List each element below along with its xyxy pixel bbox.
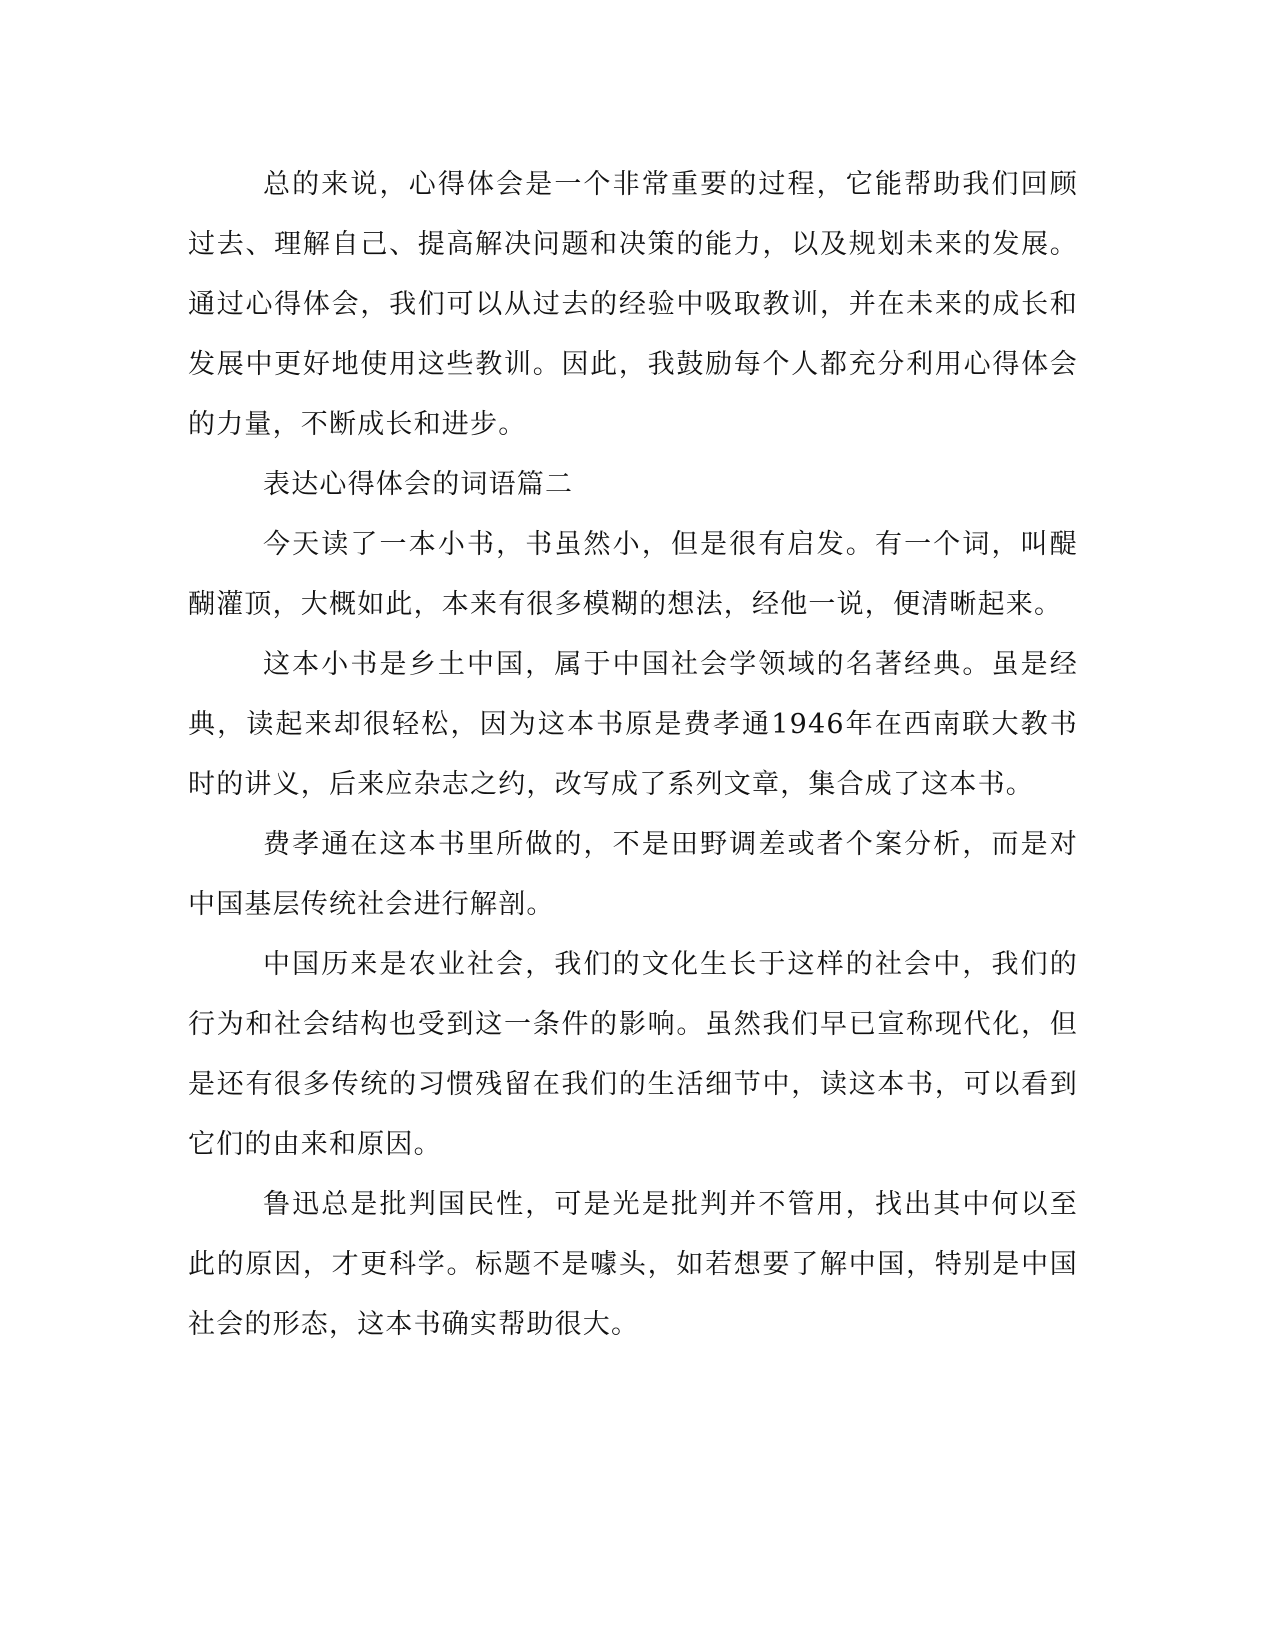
- paragraph-society: 中国历来是农业社会，我们的文化生长于这样的社会中，我们的行为和社会结构也受到这一条件的影响。虽然我们早已宣称现代化，但是还有很多传统的习惯残留在我们的生活细节中，读这本书，可以看到它们的由来和原因。: [188, 949, 1078, 1160]
- section-heading: 表达心得体会的词语篇二: [263, 469, 574, 500]
- paragraph-book: 这本小书是乡土中国，属于中国社会学领域的名著经典。虽是经典，读起来却很轻松，因为这本书原是费孝通1946年在西南联大教书时的讲义，后来应杂志之约，改写成了系列文章，集合成了这本书。: [188, 649, 1078, 800]
- paragraph-author: 费孝通在这本书里所做的，不是田野调差或者个案分析，而是对中国基层传统社会进行解剖。: [188, 829, 1078, 920]
- document-body: [188, 155, 1078, 1355]
- paragraph-intro: 今天读了一本小书，书虽然小，但是很有启发。有一个词，叫醍醐灌顶，大概如此，本来有很多模糊的想法，经他一说，便清晰起来。: [188, 529, 1078, 620]
- paragraph-conclusion: 鲁迅总是批判国民性，可是光是批判并不管用，找出其中何以至此的原因，才更科学。标题不是噱头，如若想要了解中国，特别是中国社会的形态，这本书确实帮助很大。: [188, 1189, 1078, 1340]
- paragraph-summary: 总的来说，心得体会是一个非常重要的过程，它能帮助我们回顾过去、理解自己、提高解决问题和决策的能力，以及规划未来的发展。通过心得体会，我们可以从过去的经验中吸取教训，并在未来的成长和发展中更好地使用这些教训。因此，我鼓励每个人都充分利用心得体会的力量，不断成长和进步。: [188, 169, 1078, 440]
